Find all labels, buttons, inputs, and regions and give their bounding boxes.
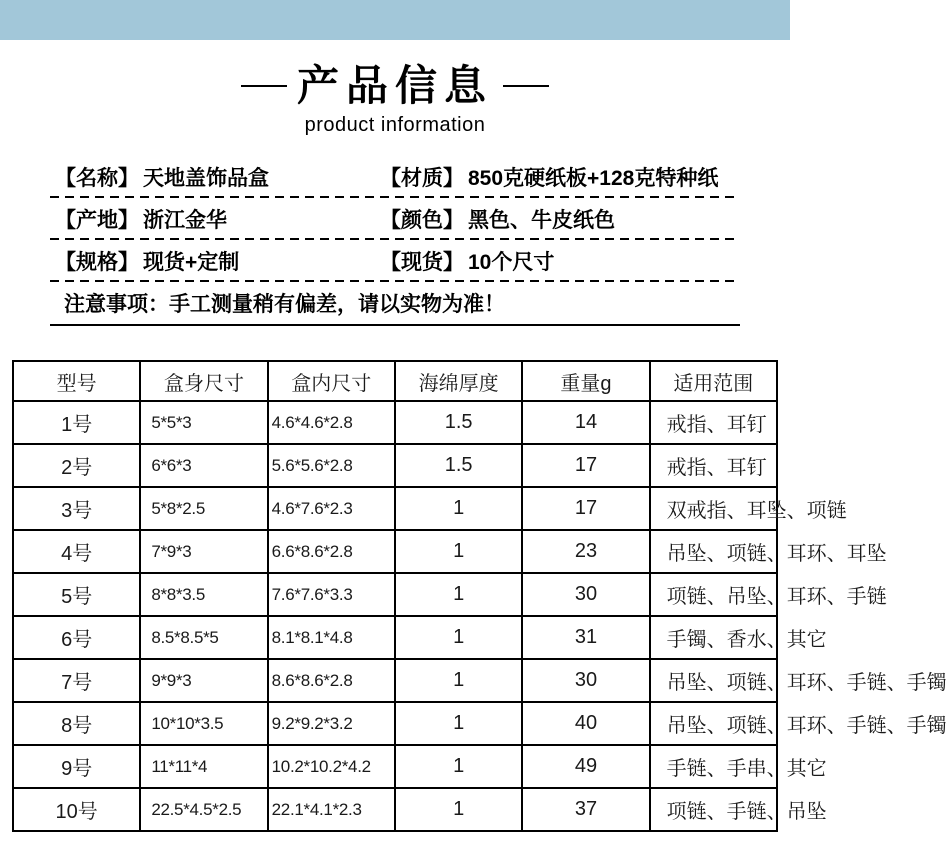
- info-value: 850克硬纸板+128克特种纸: [468, 167, 719, 190]
- info-value: 10个尺寸: [468, 251, 555, 274]
- cell-weight: 14: [522, 401, 649, 444]
- cell-weight: 40: [522, 702, 649, 745]
- table-row: [13, 487, 777, 530]
- cell-box-size: 11*11*4: [140, 745, 267, 788]
- cell-sponge-thickness: 1: [395, 616, 522, 659]
- info-label: 【现货】: [380, 251, 464, 274]
- cell-box-size: 5*5*3: [140, 401, 267, 444]
- info-row: [50, 156, 740, 198]
- cell-model: 7号: [13, 659, 140, 702]
- cell-model: 5号: [13, 573, 140, 616]
- info-cell-left: [50, 204, 380, 234]
- cell-model: 1号: [13, 401, 140, 444]
- info-cell-left: [50, 246, 380, 276]
- cell-model: 10号: [13, 788, 140, 831]
- cell-weight: 31: [522, 616, 649, 659]
- info-label: 【材质】: [380, 167, 464, 190]
- cell-model: 2号: [13, 444, 140, 487]
- info-rows: [50, 156, 740, 282]
- table-row: [13, 530, 777, 573]
- cell-box-size: 10*10*3.5: [140, 702, 267, 745]
- cell-weight: 37: [522, 788, 649, 831]
- cell-sponge-thickness: 1: [395, 530, 522, 573]
- cell-model: 8号: [13, 702, 140, 745]
- table-header-cell: 盒身尺寸: [140, 361, 267, 401]
- cell-inner-size: 4.6*4.6*2.8: [268, 401, 395, 444]
- notice-row: 注意事项：手工测量稍有偏差，请以实物为准！: [50, 282, 740, 326]
- table-header-cell: 型号: [13, 361, 140, 401]
- cell-box-size: 5*8*2.5: [140, 487, 267, 530]
- info-label: 【规格】: [55, 251, 139, 274]
- info-value: 黑色、牛皮纸色: [468, 209, 615, 232]
- info-cell-left: [50, 162, 380, 192]
- table-row: [13, 659, 777, 702]
- spec-table: [12, 360, 947, 832]
- info-cell-right: [380, 246, 740, 276]
- table-row: [13, 573, 777, 616]
- cell-box-size: 9*9*3: [140, 659, 267, 702]
- table-row: [13, 616, 777, 659]
- cell-weight: 30: [522, 659, 649, 702]
- cell-inner-size: 8.6*8.6*2.8: [268, 659, 395, 702]
- cell-suitable-for: 吊坠、项链、耳环、手链、手镯: [650, 659, 777, 702]
- info-value: 现货+定制: [143, 251, 240, 274]
- info-value: 浙江金华: [143, 209, 227, 232]
- cell-weight: 49: [522, 745, 649, 788]
- page-title: 产品信息: [296, 62, 493, 109]
- cell-box-size: 6*6*3: [140, 444, 267, 487]
- cell-suitable-for: 手链、手串、其它: [650, 745, 777, 788]
- cell-suitable-for: 项链、手链、吊坠: [650, 788, 777, 831]
- cell-model: 4号: [13, 530, 140, 573]
- cell-weight: 23: [522, 530, 649, 573]
- info-label: 【名称】: [55, 167, 139, 190]
- cell-model: 3号: [13, 487, 140, 530]
- title-section: [0, 60, 790, 112]
- table-header-cell: 适用范围: [650, 361, 777, 401]
- info-row: [50, 240, 740, 282]
- cell-weight: 17: [522, 444, 649, 487]
- table-row: [13, 745, 777, 788]
- spec-table-body: [13, 401, 947, 831]
- cell-weight: 17: [522, 487, 649, 530]
- table-row: [13, 702, 777, 745]
- cell-sponge-thickness: 1: [395, 487, 522, 530]
- cell-model: 6号: [13, 616, 140, 659]
- cell-sponge-thickness: 1.5: [395, 444, 522, 487]
- cell-sponge-thickness: 1: [395, 788, 522, 831]
- product-info-block: [50, 156, 740, 326]
- page-subtitle: product information: [304, 114, 486, 136]
- cell-inner-size: 22.1*4.1*2.3: [268, 788, 395, 831]
- table-row: [13, 444, 777, 487]
- cell-sponge-thickness: 1: [395, 573, 522, 616]
- cell-sponge-thickness: 1: [395, 659, 522, 702]
- table-row: [13, 788, 777, 831]
- table-header-cell: 重量g: [522, 361, 649, 401]
- info-cell-right: [380, 204, 740, 234]
- cell-weight: 30: [522, 573, 649, 616]
- cell-suitable-for: 双戒指、耳坠、项链: [650, 487, 777, 530]
- cell-inner-size: 5.6*5.6*2.8: [268, 444, 395, 487]
- info-label: 【产地】: [55, 209, 139, 232]
- cell-inner-size: 6.6*8.6*2.8: [268, 530, 395, 573]
- cell-inner-size: 4.6*7.6*2.3: [268, 487, 395, 530]
- cell-suitable-for: 戒指、耳钉: [650, 444, 777, 487]
- cell-sponge-thickness: 1: [395, 745, 522, 788]
- cell-model: 9号: [13, 745, 140, 788]
- cell-suitable-for: 吊坠、项链、耳环、耳坠: [650, 530, 777, 573]
- cell-box-size: 22.5*4.5*2.5: [140, 788, 267, 831]
- cell-suitable-for: 手镯、香水、其它: [650, 616, 777, 659]
- cell-suitable-for: 吊坠、项链、耳环、手链、手镯: [650, 702, 777, 745]
- info-cell-right: [380, 162, 740, 192]
- spec-table-header-row: [13, 361, 777, 401]
- cell-inner-size: 7.6*7.6*3.3: [268, 573, 395, 616]
- info-label: 【颜色】: [380, 209, 464, 232]
- info-value: 天地盖饰品盒: [143, 167, 269, 190]
- top-bar: [0, 0, 790, 40]
- cell-sponge-thickness: 1: [395, 702, 522, 745]
- title-right-dash: [503, 85, 549, 87]
- spec-table-head: [13, 361, 777, 401]
- cell-suitable-for: 戒指、耳钉: [650, 401, 777, 444]
- info-row: [50, 198, 740, 240]
- cell-inner-size: 8.1*8.1*4.8: [268, 616, 395, 659]
- table-row: [13, 401, 777, 444]
- cell-inner-size: 9.2*9.2*3.2: [268, 702, 395, 745]
- cell-sponge-thickness: 1.5: [395, 401, 522, 444]
- table-header-cell: 海绵厚度: [395, 361, 522, 401]
- cell-box-size: 8*8*3.5: [140, 573, 267, 616]
- cell-box-size: 8.5*8.5*5: [140, 616, 267, 659]
- cell-suitable-for: 项链、吊坠、耳环、手链: [650, 573, 777, 616]
- cell-inner-size: 10.2*10.2*4.2: [268, 745, 395, 788]
- title-left-dash: [241, 85, 287, 87]
- table-header-cell: 盒内尺寸: [268, 361, 395, 401]
- cell-box-size: 7*9*3: [140, 530, 267, 573]
